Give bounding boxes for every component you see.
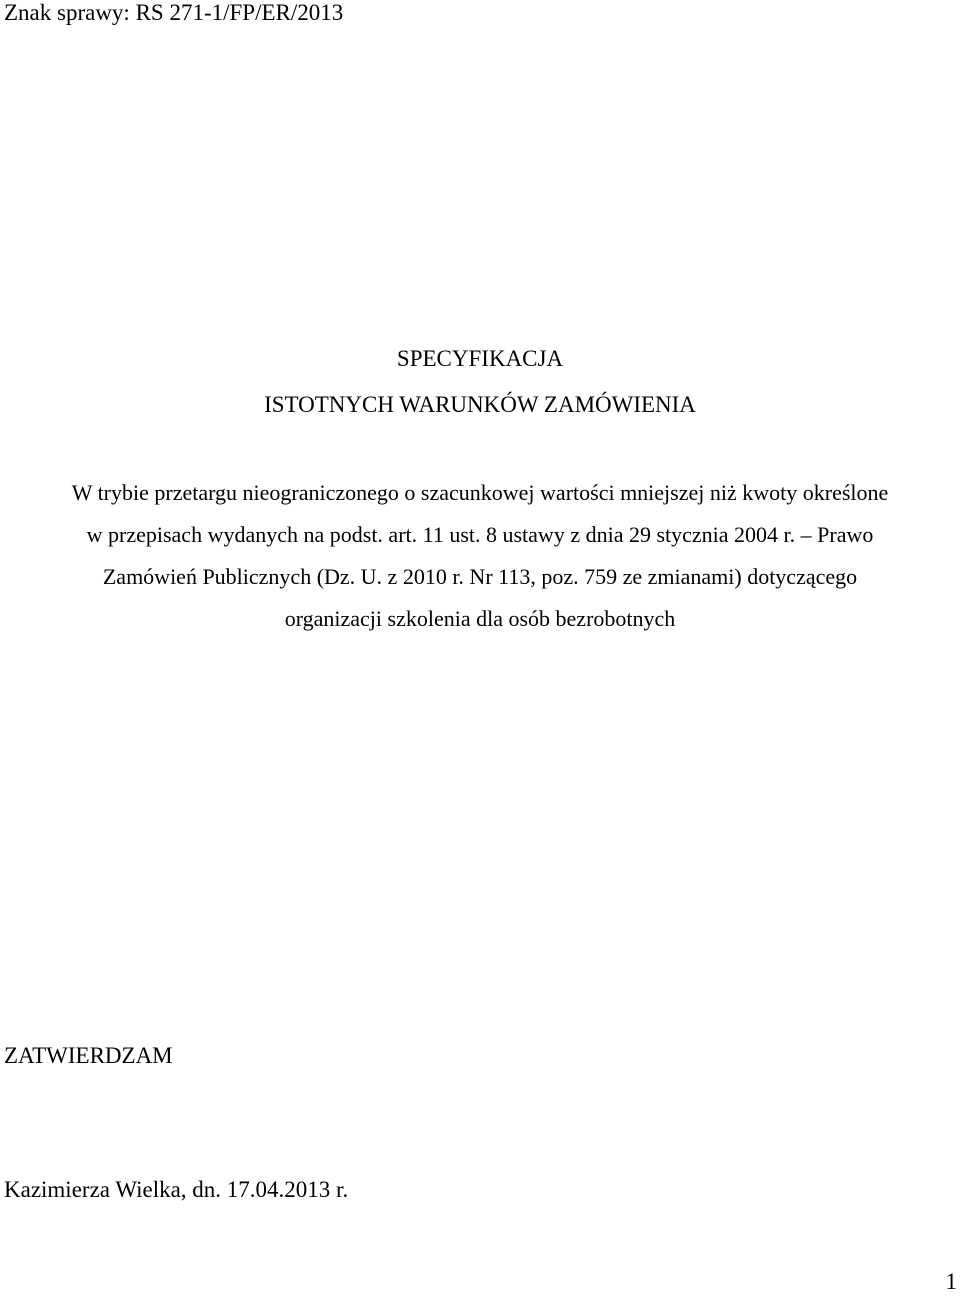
intro-paragraph bbox=[0, 480, 960, 648]
intro-line: w przepisach wydanych na podst. art. 11 ust. 8 ustawy z dnia 29 stycznia 2004 r. – Prawo bbox=[86, 522, 874, 547]
intro-line: Zamówień Publicznych (Dz. U. z 2010 r. Nr 113, poz. 759 ze zmianami) dotyczącego bbox=[102, 564, 858, 589]
document-title bbox=[0, 344, 960, 436]
intro-line: organizacji szkolenia dla osób bezrobotnych bbox=[284, 606, 676, 631]
title-line-specification: SPECYFIKACJA bbox=[396, 346, 564, 371]
title-line-conditions: ISTOTNYCH WARUNKÓW ZAMÓWIENIA bbox=[264, 392, 696, 417]
place-and-date: Kazimierza Wielka, dn. 17.04.2013 r. bbox=[4, 1177, 349, 1202]
page-number: 1 bbox=[945, 1269, 957, 1294]
case-number: Znak sprawy: RS 271-1/FP/ER/2013 bbox=[4, 0, 344, 25]
approval-label: ZATWIERDZAM bbox=[4, 1043, 173, 1068]
intro-line: W trybie przetargu nieograniczonego o szacunkowej wartości mniejszej niż kwoty określone bbox=[71, 480, 889, 505]
